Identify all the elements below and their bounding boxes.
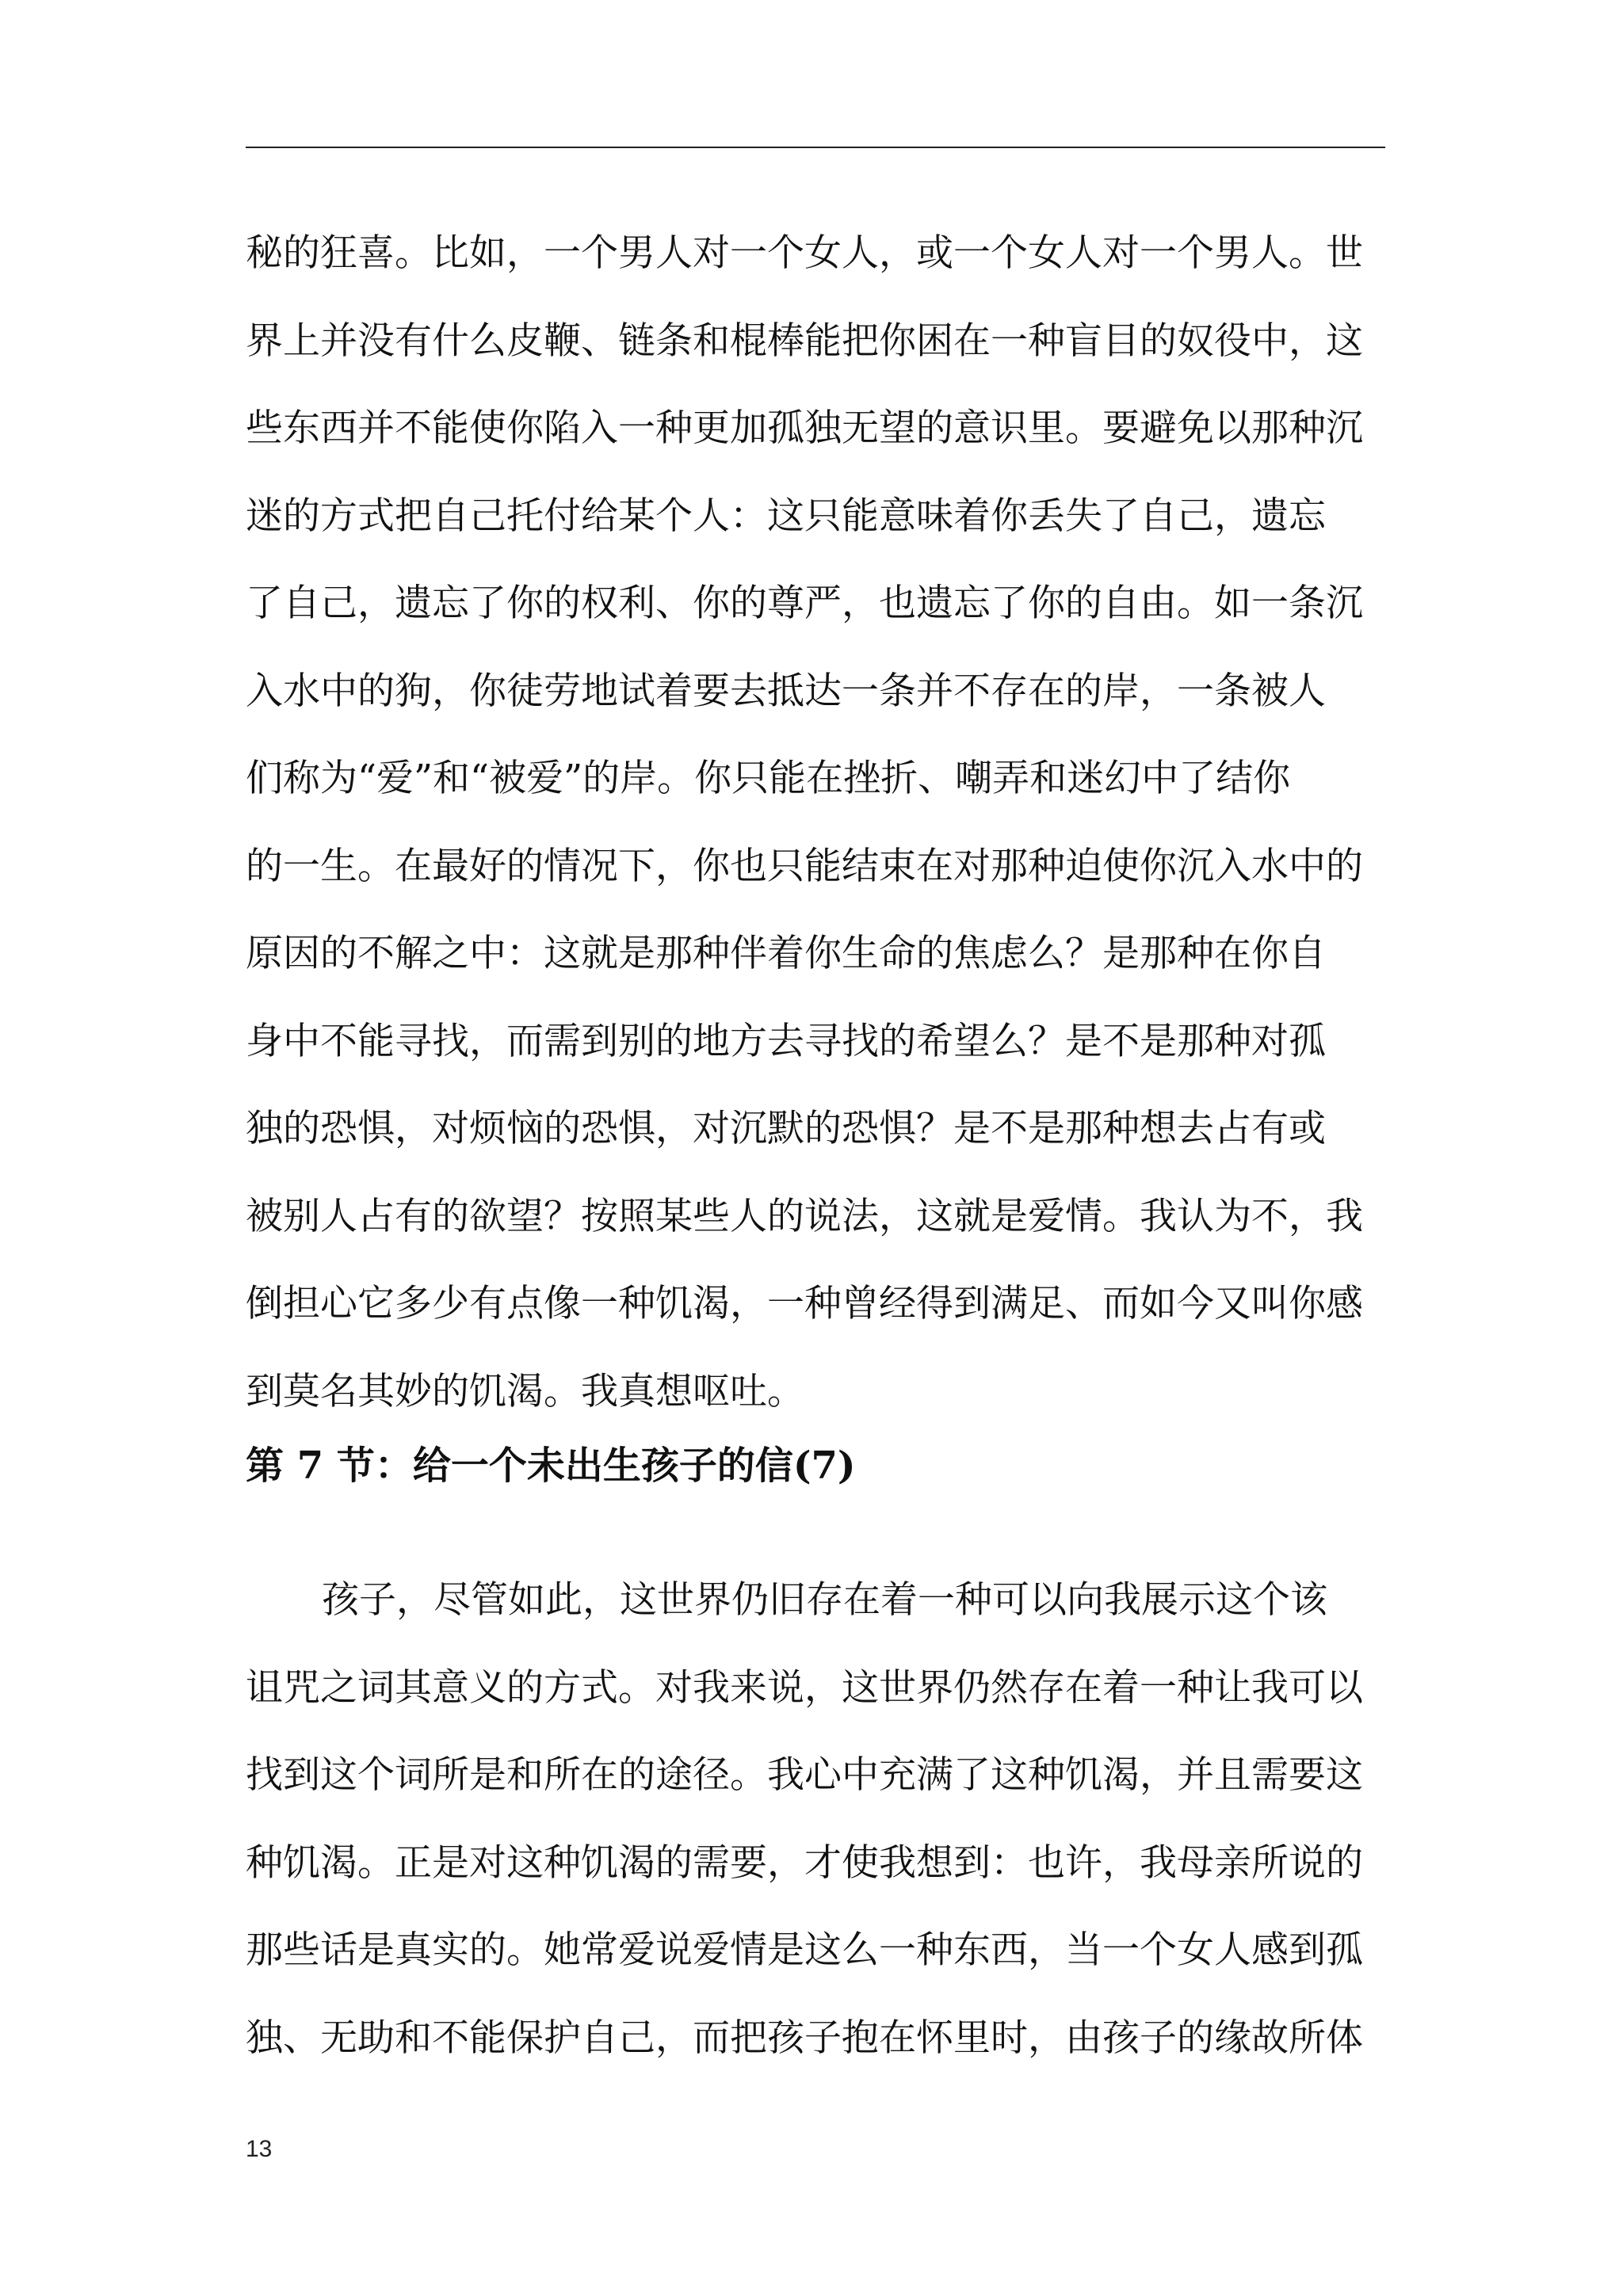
section-heading: 第 7 节：给一个未出生孩子的信(7) [246,1444,856,1488]
page-number: 13 [246,2136,273,2162]
text-line: 到莫名其妙的饥渴。我真想呕吐。 [246,1369,804,1413]
text-line: 迷的方式把自己托付给某个人：这只能意味着你丢失了自己，遗忘 [246,494,1326,538]
text-line: 们称为“爱”和“被爱”的岸。你只能在挫折、嘲弄和迷幻中了结你 [246,757,1291,800]
text-line: 原因的不解之中：这就是那种伴着你生命的焦虑么？是那种在你自 [246,932,1326,975]
text-line: 诅咒之词其意义的方式。对我来说，这世界仍然存在着一种让我可以 [246,1665,1363,1710]
text-line: 身中不能寻找，而需到别的地方去寻找的希望么？是不是那种对孤 [246,1019,1326,1063]
text-line: 倒担心它多少有点像一种饥渴，一种曾经得到满足、而如今又叫你感 [246,1282,1363,1325]
text-line: 种饥渴。正是对这种饥渴的需要，才使我想到：也许，我母亲所说的 [246,1840,1363,1885]
text-line: 独的恐惧，对烦恼的恐惧，对沉默的恐惧？是不是那种想去占有或 [246,1107,1326,1150]
text-line: 孩子，尽管如此，这世界仍旧存在着一种可以向我展示这个该 [322,1578,1327,1622]
text-line: 界上并没有什么皮鞭、链条和棍棒能把你困在一种盲目的奴役中，这 [246,318,1363,363]
text-line: 独、无助和不能保护自己，而把孩子抱在怀里时，由孩子的缘故所体 [246,2016,1363,2060]
header-rule [246,147,1385,148]
text-line: 了自己，遗忘了你的权利、你的尊严，也遗忘了你的自由。如一条沉 [246,582,1363,625]
text-line: 些东西并不能使你陷入一种更加孤独无望的意识里。要避免以那种沉 [246,406,1363,450]
text-line: 的一生。在最好的情况下，你也只能结束在对那种迫使你沉入水中的 [246,844,1363,888]
text-line: 入水中的狗，你徒劳地试着要去抵达一条并不存在的岸，一条被人 [246,669,1326,713]
text-line: 那些话是真实的。她常爱说爱情是这么一种东西，当一个女人感到孤 [246,1928,1363,1972]
text-line: 找到这个词所是和所在的途径。我心中充满了这种饥渴，并且需要这 [246,1753,1363,1797]
text-line: 秘的狂喜。比如，一个男人对一个女人，或一个女人对一个男人。世 [246,231,1363,275]
text-line: 被别人占有的欲望？按照某些人的说法，这就是爱情。我认为不，我 [246,1194,1363,1238]
